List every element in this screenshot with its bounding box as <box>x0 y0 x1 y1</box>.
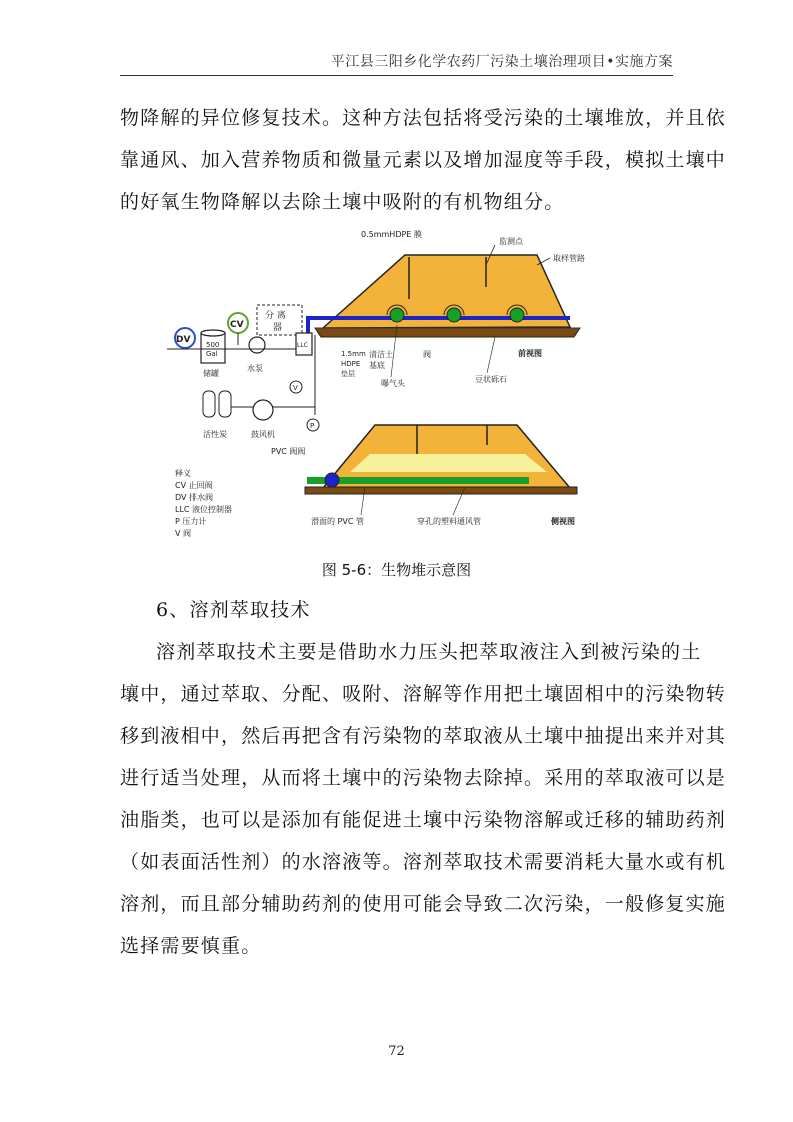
label-hdpe-layer-2: HDPE <box>341 360 361 368</box>
intro-line-2: 靠通风、加入营养物质和微量元素以及增加湿度等手段，模拟土壤中 <box>120 149 727 171</box>
aerator-head-3 <box>510 308 524 322</box>
header-rule <box>120 75 673 76</box>
section-line-4: 进行适当处理，从而将土壤中的污染物去除掉。采用的萃取液可以是 <box>120 767 727 789</box>
intro-line-3: 的好氧生物降解以去除土壤中吸附的有机物组分。 <box>120 191 565 213</box>
aerator-head-2 <box>447 308 461 322</box>
section-line-6: （如表面活性剂）的水溶液等。溶剂萃取技术需要消耗大量水或有机 <box>120 851 727 873</box>
running-header: 平江县三阳乡化学农药厂污染土壤治理项目•实施方案 <box>330 54 673 70</box>
label-perforated-pipe: 穿孔的塑料通风管 <box>417 517 481 526</box>
section-line-3: 移到液相中，然后再把含有污染物的萃取液从土壤中抽提出来并对其 <box>120 725 727 747</box>
label-hdpe-layer-3: 垫层 <box>341 370 355 378</box>
label-hdpe-membrane: 0.5mmHDPE 膜 <box>361 230 422 239</box>
label-clean-soil-1: 清洁土 <box>369 350 393 359</box>
label-separator-1: 分 离 <box>265 311 286 321</box>
section-line-1: 溶剂萃取技术主要是借助水力压头把萃取液注入到被污染的土 <box>156 641 702 663</box>
label-monitor-point: 监测点 <box>499 237 523 246</box>
label-dv: DV <box>176 335 191 345</box>
label-side-view: 侧视图 <box>551 517 575 526</box>
label-front-view: 前视图 <box>518 349 542 358</box>
aerator-head-1 <box>390 308 404 322</box>
label-blower: 鼓风机 <box>251 430 275 439</box>
legend-item-5: P 压力计 <box>175 517 207 526</box>
section-line-2: 壤中，通过萃取、分配、吸附、溶解等作用把土壤固相中的污染物转 <box>120 683 727 705</box>
label-activated-carbon: 活性炭 <box>203 430 227 439</box>
label-v-gauge: V <box>293 384 298 392</box>
label-tank: 储罐 <box>203 369 219 378</box>
label-hdpe-layer-1: 1.5mm <box>341 350 366 358</box>
intro-line-1: 物降解的异位修复技术。这种方法包括将受污染的土壤堆放，并且依 <box>120 107 727 129</box>
label-tank-1: 500 <box>206 341 220 349</box>
label-clean-soil-2: 基底 <box>369 361 385 370</box>
legend-item-1: 释义 <box>175 469 191 478</box>
side-base-layer <box>305 487 577 494</box>
label-pump: 水泵 <box>247 364 263 373</box>
biopile-figure <box>165 225 615 550</box>
label-aerator-head: 曝气头 <box>381 379 405 388</box>
side-inner-layer <box>350 454 547 472</box>
section-line-7: 溶剂，而且部分辅助药剂的使用可能会导致二次污染，一般修复实施 <box>120 893 727 915</box>
page-number: 72 <box>388 1044 405 1059</box>
label-tank-2: Gal <box>206 350 218 358</box>
biopile-diagram <box>165 225 615 550</box>
blower-icon <box>253 400 273 420</box>
label-cv: CV <box>230 320 244 330</box>
label-gravel: 豆状砾石 <box>475 375 507 384</box>
label-valve: 阀 <box>423 350 431 359</box>
figure-caption: 图 5-6：生物堆示意图 <box>321 561 472 579</box>
side-pvc-pipe-end <box>325 473 339 487</box>
water-pump-icon <box>249 337 265 353</box>
legend-item-6: V 阀 <box>175 529 192 538</box>
carbon-tank-1 <box>203 391 215 417</box>
legend-item-4: LLC 液位控制器 <box>175 505 233 514</box>
legend-item-3: DV 排水阀 <box>175 493 214 502</box>
section-heading: 6、溶剂萃取技术 <box>156 599 311 621</box>
label-p-gauge: P <box>310 422 315 430</box>
label-llc: LLC <box>297 342 308 349</box>
label-face-pvc-pipe: 滑面的 PVC 管 <box>311 517 364 526</box>
section-line-8: 选择需要慎重。 <box>120 935 262 957</box>
legend-item-2: CV 止回阀 <box>175 481 213 490</box>
front-base-layer <box>315 328 580 337</box>
carbon-tank-2 <box>219 391 231 417</box>
label-separator-2: 器 <box>273 323 283 333</box>
section-line-5: 油脂类，也可以是添加有能促进土壤中污染物溶解或迁移的辅助药剂 <box>120 809 727 831</box>
side-aeration-pipe <box>307 477 529 484</box>
label-sampling-pipe: 取样管路 <box>553 254 585 263</box>
label-pvc-valve: PVC 阀阀 <box>271 447 306 456</box>
